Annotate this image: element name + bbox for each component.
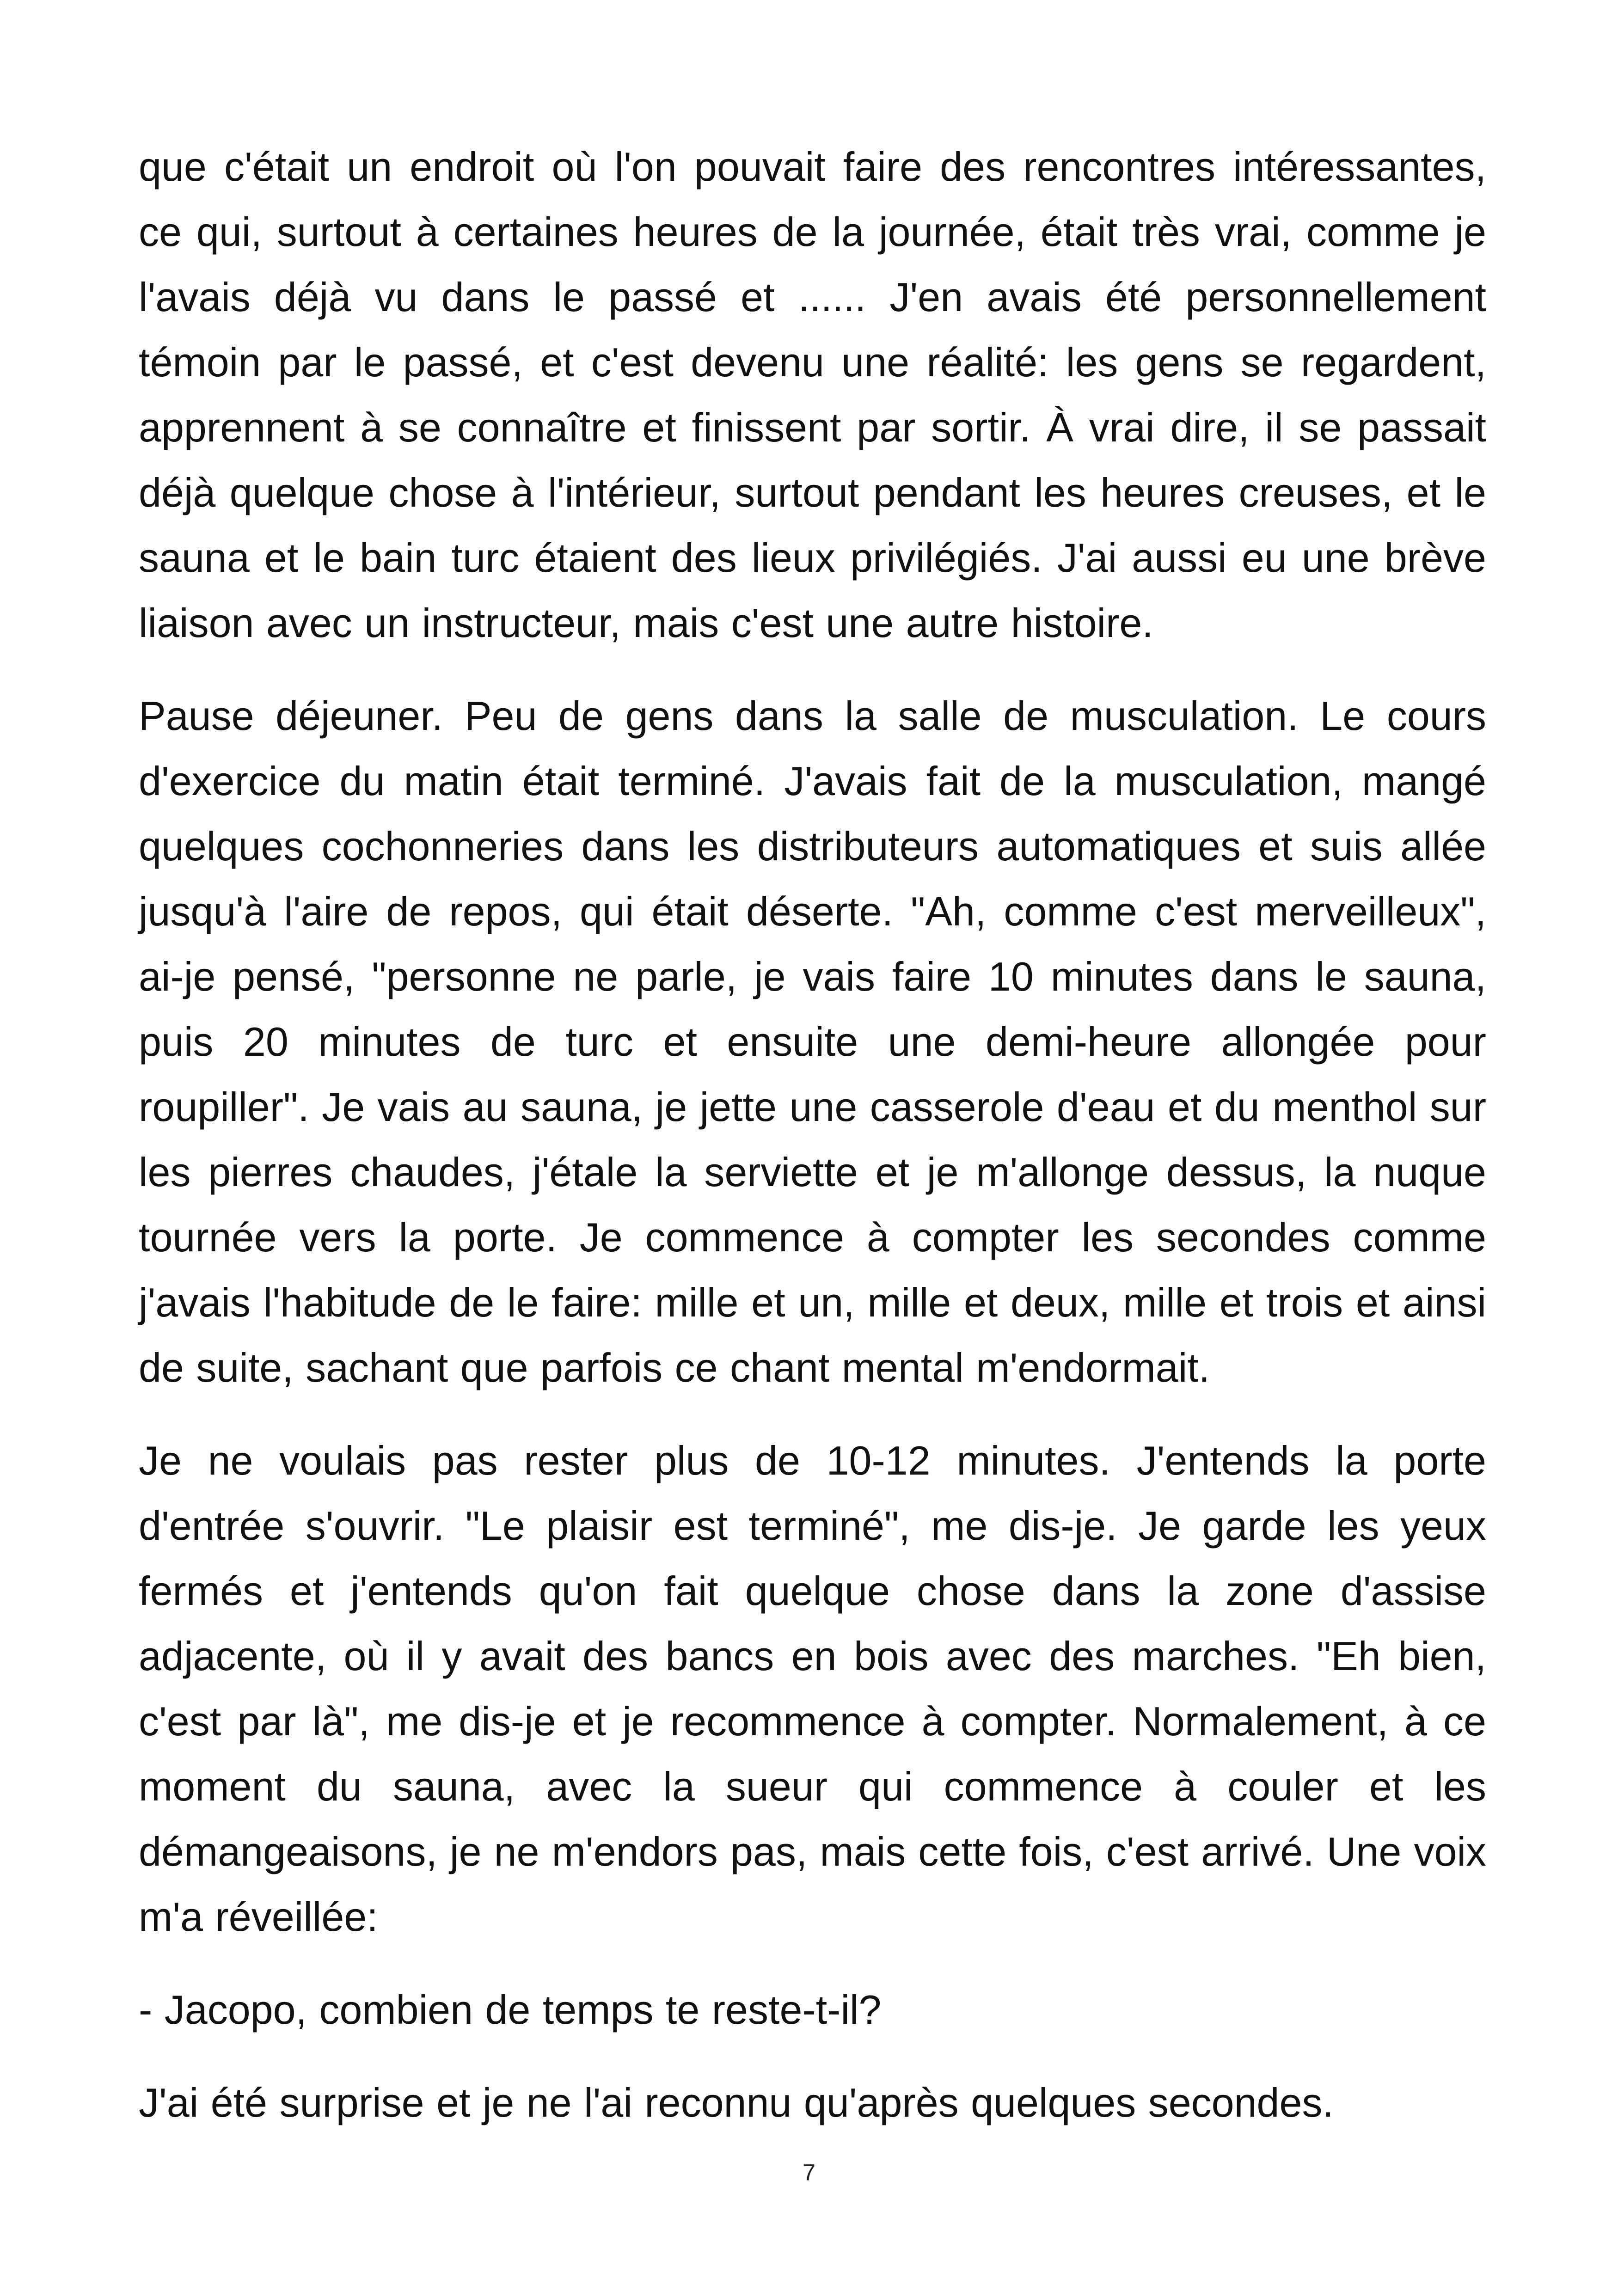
paragraph-5: J'ai été surprise et je ne l'ai reconnu qu'après quelques secondes.	[139, 2080, 1334, 2125]
paragraph-1: que c'était un endroit où l'on pouvait faire des rencontres intéressantes, ce qui, surtout à certaines heures de la journée, était très vrai, comme je l'avais déjà vu dans le passé et ...... J'en avais été personnellement témoin par le passé, et c'est devenu une réalité: les gens se regardent, apprennent à se connaître et finissent par sortir. À vrai dire, il se passait déjà quelque chose à l'intérieur, surtout pendant les heures creuses, et le sauna et le bain turc étaient des lieux privilégiés. J'ai aussi eu une brève liaison avec un instructeur, mais c'est une autre histoire.	[139, 144, 1486, 646]
dialogue-line: - Jacopo, combien de temps te reste-t-il?	[139, 1987, 882, 2033]
page-body	[139, 134, 1486, 2163]
paragraph-3: Je ne voulais pas rester plus de 10-12 minutes. J'entends la porte d'entrée s'ouvrir. "Le plaisir est terminé", me dis-je. Je garde les yeux fermés et j'entends qu'on fait quelque chose dans la zone d'assise adjacente, où il y avait des bancs en bois avec des marches. "Eh bien, c'est par là", me dis-je et je recommence à compter. Normalement, à ce moment du sauna, avec la sueur qui commence à couler et les démangeaisons, je ne m'endors pas, mais cette fois, c'est arrivé. Une voix m'a réveillée:	[139, 1438, 1486, 1940]
page-number: 7	[803, 2160, 815, 2186]
paragraph-2: Pause déjeuner. Peu de gens dans la salle de musculation. Le cours d'exercice du matin était terminé. J'avais fait de la musculation, mangé quelques cochonneries dans les distributeurs automatiques et suis allée jusqu'à l'aire de repos, qui était déserte. "Ah, comme c'est merveilleux", ai-je pensé, "personne ne parle, je vais faire 10 minutes dans le sauna, puis 20 minutes de turc et ensuite une demi-heure allongée pour roupiller". Je vais au sauna, je jette une casserole d'eau et du menthol sur les pierres chaudes, j'étale la serviette et je m'allonge dessus, la nuque tournée vers la porte. Je commence à compter les secondes comme j'avais l'habitude de le faire: mille et un, mille et deux, mille et trois et ainsi de suite, sachant que parfois ce chant mental m'endormait.	[139, 693, 1486, 1390]
